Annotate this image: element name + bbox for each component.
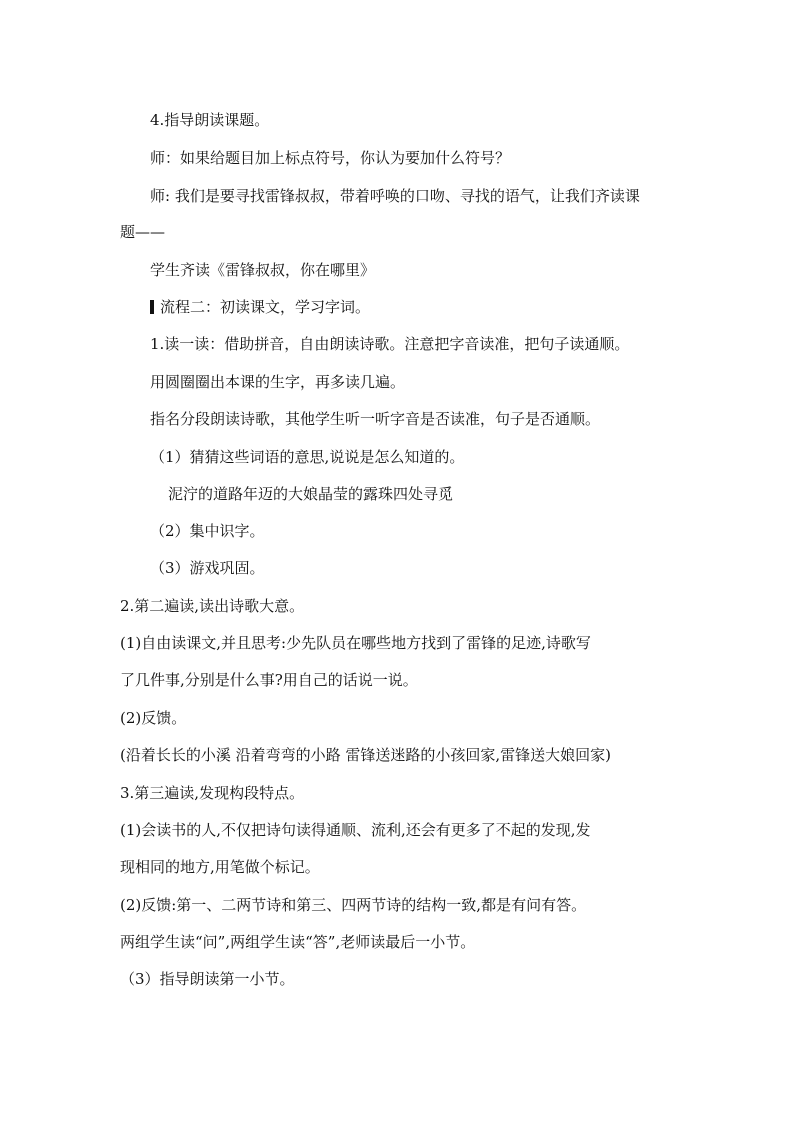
paragraph-discovery-line1: (1)会读书的人,不仅把诗句读得通顺、流利,还会有更多了不起的发现,发 <box>120 821 591 839</box>
paragraph-third-reading: 3.第三遍读,发现构段特点。 <box>120 784 305 802</box>
paragraph-students-read-title: 学生齐读《雷锋叔叔，你在哪里》 <box>150 261 376 279</box>
paragraph-teacher-question: 师：如果给题目加上标点符号，你认为要加什么符号？ <box>150 149 511 167</box>
paragraph-circle-new-words: 用圆圈圈出本课的生字，再多读几遍。 <box>150 373 406 391</box>
section-heading-process-two <box>150 297 370 317</box>
paragraph-discovery-line2: 现相同的地方,用笔做个标记。 <box>120 858 320 876</box>
paragraph-read-by-section: 指名分段朗读诗歌，其他学生听一听字音是否读准，句子是否通顺。 <box>150 410 601 428</box>
paragraph-feedback: (2)反馈。 <box>120 709 187 727</box>
paragraph-read-with-pinyin: 1.读一读：借助拼音，自由朗读诗歌。注意把字音读准，把句子读通顺。 <box>150 335 630 353</box>
list-item-game-review: （3）游戏巩固。 <box>150 559 265 577</box>
paragraph-free-reading-line1: (1)自由读课文,并且思考:少先队员在哪些地方找到了雷锋的足迹,诗歌写 <box>120 634 591 652</box>
list-item-focused-literacy: （2）集中识字。 <box>150 522 265 540</box>
paragraph-second-reading: 2.第二遍读,读出诗歌大意。 <box>120 597 305 615</box>
list-item-guide-first-section: （3）指导朗读第一小节。 <box>120 970 295 988</box>
paragraph-teacher-instruction-line2: 题—— <box>120 223 166 241</box>
vocabulary-words: 泥泞的道路年迈的大娘晶莹的露珠四处寻觅 <box>168 485 454 503</box>
list-item-guess-meaning: （1）猜猜这些词语的意思,说说是怎么知道的。 <box>150 448 465 466</box>
paragraph-guide-reading-title: 4.指导朗读课题。 <box>150 111 270 129</box>
section-heading-text: 流程二：初读课文，学习字词。 <box>160 298 371 316</box>
section-marker-icon <box>150 300 154 314</box>
paragraph-feedback-answer: (沿着长长的小溪 沿着弯弯的小路 雷锋送迷路的小孩回家,雷锋送大娘回家) <box>120 746 612 764</box>
paragraph-group-reading: 两组学生读“问”,两组学生读“答”,老师读最后一小节。 <box>120 933 476 951</box>
paragraph-structure-feedback: (2)反馈:第一、二两节诗和第三、四两节诗的结构一致,都是有问有答。 <box>120 896 587 914</box>
paragraph-free-reading-line2: 了几件事,分别是什么事?用自己的话说一说。 <box>120 671 418 689</box>
paragraph-teacher-instruction-line1: 师: 我们是要寻找雷锋叔叔，带着呼唤的口吻、寻找的语气，让我们齐读课 <box>150 187 640 205</box>
